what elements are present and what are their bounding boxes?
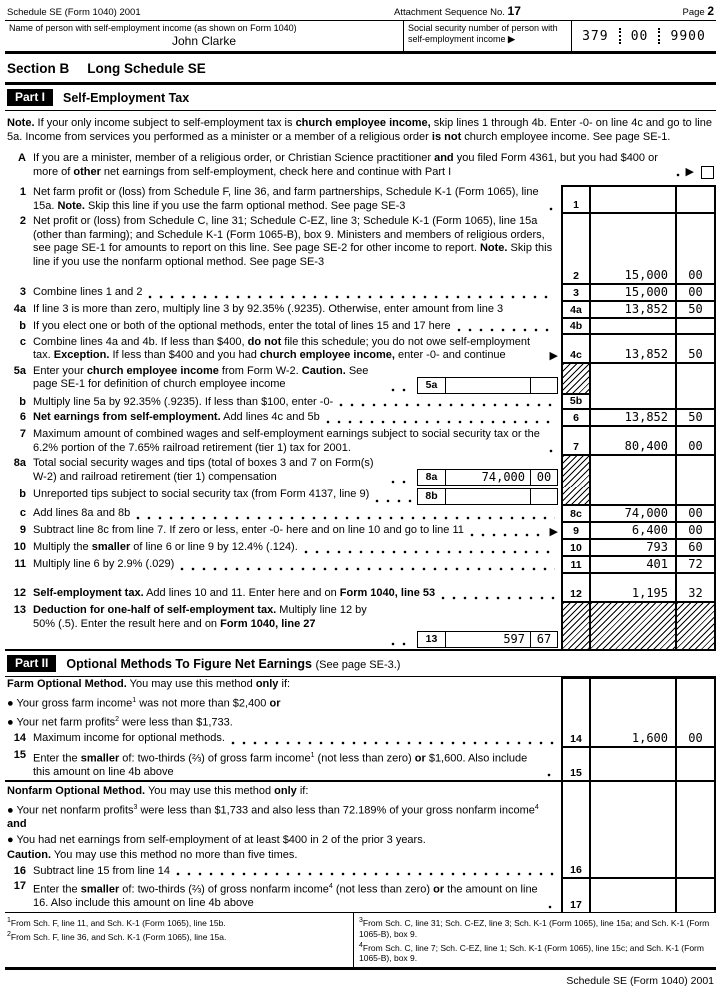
entry-amount-line-11[interactable]: 401 [589,557,675,574]
empty-cell [589,364,675,395]
form-line-6 [5,410,716,427]
empty-cell [675,693,716,712]
hatched-cell [589,603,675,649]
nonfarm-bullet-2 [5,833,716,849]
line-text: Unreported tips subject to social security tax (from Form 4137, line 9) [33,488,370,500]
entry-amount-line-6[interactable]: 13,852 [589,410,675,427]
form-line-4c [5,335,716,364]
inner-box-number: 13 [418,632,446,647]
form-line-8a [5,456,716,487]
section-b-heading [5,54,716,85]
dot-leader [231,734,555,746]
grid-line-number: 15 [561,748,589,781]
empty-cell [675,487,716,506]
inner-box-number: 8a [418,470,446,485]
form-line-5a [5,364,716,395]
entry-cents-line-6[interactable]: 50 [675,410,716,427]
empty-cell [589,677,675,693]
footnote-3: $^3$From Sch. C, line 31; Sch. C-EZ, line 3; Sch. K-1 (Form 1065), line 15a; and Sch. K-1 (Form 1065-B), box 9. [359,916,710,939]
hatched-cell [561,364,589,395]
line-text: Enter the smaller of: two-thirds (⅔) of gross farm income$^1$ (not less than zero) or $1,600. Also include this amount on line 4b above [33,751,528,778]
empty-cell [561,712,589,731]
form-line-10 [5,540,716,557]
line-text: Combine lines 1 and 2 [33,286,143,298]
form-line-17 [5,879,716,912]
nonfarm-bullet-1 [5,800,716,833]
entry-amount-line-17[interactable] [589,879,675,912]
line-A-checkbox[interactable] [701,166,714,179]
empty-cell [589,782,675,800]
line-number: 3 [19,286,26,298]
line-number: 14 [13,731,26,744]
line-text: Subtract line 8c from line 7. If zero or less, enter -0- here and on line 10 and go to line 11 [33,524,464,536]
line-number: 12 [13,587,26,599]
dot-leader [304,543,555,555]
grid-line-number: 9 [561,523,589,540]
line-number: 9 [19,524,26,536]
bullet-text: ● You had net earnings from self-employment of at least $400 in 2 of the prior 3 years. [7,833,426,846]
line-number: 17 [13,880,26,893]
entry-cents-line-12[interactable]: 32 [675,586,716,603]
entry-cents-line-10[interactable]: 60 [675,540,716,557]
pointer-arrow-icon: ▶ [549,349,558,362]
empty-cell [589,833,675,849]
grid-line-number: 4c [561,335,589,364]
line-text: Net farm profit or (loss) from Schedule F, line 36, and farm partnerships, Schedule K-1 (Form 1065), line 15a. Note. Skip this line if you use the farm optional method. See page SE-3 [33,186,539,212]
empty-cell [589,712,675,731]
inner-box-8a [417,469,558,486]
line-number: 15 [13,748,26,761]
form-line-14 [5,731,716,748]
line-text: Self-employment tax. Add lines 10 and 11. Enter here and on Form 1040, line 53 [33,587,436,599]
entry-amount-line-4c[interactable]: 13,852 [589,335,675,364]
form-line-16 [5,864,716,880]
line-text: Enter your church employee income from Form W-2. Caution. See page SE-1 for definition of church employee income [33,364,369,390]
caution-text: Caution. You may use this method no more than five times. [7,849,298,862]
attachment-label: Attachment Sequence No. [394,7,508,18]
form-line-2 [5,214,716,285]
line-text: Enter the smaller of: two-thirds (⅔) of gross nonfarm income$^4$ (not less than zero) or the amount on line 16. Also include this amount on line 4b above [33,883,538,910]
name-field[interactable]: John Clarke [171,34,237,48]
taxpayer-row [5,20,716,54]
grid-line-number: 6 [561,410,589,427]
grid-line-number: 3 [561,285,589,302]
heading-text: Farm Optional Method. You may use this method only if: [7,678,291,690]
line-text: Combine lines 4a and 4b. If less than $400, do not file this schedule; you do not owe self-employment tax. Exception. If less than $400 and you had church employee income, enter -0- and continue [33,335,531,361]
entry-amount-line-15[interactable] [589,748,675,781]
dot-leader [375,492,412,504]
line-text: Total social security wages and tips (total of boxes 3 and 7 on Form(s) W-2) and railroad retirement (tier 1) compensation [33,457,374,483]
ssn-group[interactable]: 00 [630,28,649,44]
entry-amount-line-13[interactable]: 597 [503,632,525,646]
dot-leader [136,509,555,521]
form-line-4b [5,319,716,335]
ssn-field[interactable] [571,21,716,51]
page-label: Page [682,7,708,18]
page-no-value: 2 [707,4,714,18]
farm-method-heading [5,677,716,693]
entry-cents-line-4b[interactable] [675,319,716,335]
empty-cell [675,677,716,693]
part1-note: Note. If your only income subject to self-employment tax is church employee income, skip lines 1 through 4b. Enter -0- on line 4c and go to line 5a. Income from services you performed as a minister or a member of a religious order is not church employee income. See page SE-1. [7,117,712,143]
form-line-3 [5,285,716,302]
entry-amount-line-8b[interactable] [446,489,530,504]
form-line-13 [5,603,716,649]
ssn-separator [619,28,621,44]
nonfarm-caution [5,848,716,864]
dot-leader [326,413,555,425]
inner-box-13 [417,631,558,648]
name-cell [5,21,403,51]
line-number: 16 [13,864,26,877]
empty-cell [561,833,589,849]
form-line-1 [5,185,716,214]
entry-amount-line-4b[interactable] [589,319,675,335]
footnotes-right [353,913,716,968]
attachment-number: 17 [507,4,521,18]
grid-line-number: 10 [561,540,589,557]
entry-cents-line-5a[interactable] [530,378,557,393]
entry-amount-line-10[interactable]: 793 [589,540,675,557]
footnote-4: $^4$From Sch. C, line 7; Sch. C-EZ, line 1; Sch. K-1 (Form 1065), line 15c; and Sch. K-1 (Form 1065-B), box 9. [359,941,704,964]
empty-cell [675,848,716,864]
part1-table [5,185,716,651]
grid-line-number: 1 [561,185,589,214]
inner-box-number: 5a [418,378,446,393]
part2-title-text: Optional Methods To Figure Net Earnings [66,656,312,671]
line-number: b [19,395,26,408]
line-text: Add lines 8a and 8b [33,507,131,519]
line-text: Multiply the smaller of line 6 or line 9 by 12.4% (.124). [33,541,298,553]
line-A-text: If you are a minister, member of a religious order, or Christian Science practitioner and you filed Form 4361, but you had $400 or more of other net earnings from self-employment, check here and continue with Part I [33,152,658,178]
empty-cell [675,712,716,731]
form-line-8b [5,487,716,506]
dot-leader [470,526,547,538]
line-number: 7 [19,428,26,440]
inner-box-5a [417,377,558,394]
hatched-cell [561,456,589,487]
hatched-cell [561,487,589,506]
line-text: If line 3 is more than zero, multiply line 3 by 92.35% (.9235). Otherwise, enter amount from line 3 [33,303,504,315]
entry-amount-line-8a[interactable]: 74,000 [481,470,525,484]
ssn-serial[interactable]: 9900 [670,28,706,44]
empty-cell [561,574,589,586]
empty-cell [589,848,675,864]
entry-cents-line-17[interactable] [675,879,716,912]
entry-amount-line-9[interactable]: 6,400 [589,523,675,540]
line-text: Deduction for one-half of self-employment tax. Multiply line 12 by 50% (.5). Enter the result here and on Form 1040, line 27 [33,604,367,630]
pointer-arrow-icon: ▶ [685,166,694,178]
grid-line-number: 2 [561,214,589,285]
form-line-15 [5,748,716,783]
grid-line-number: 16 [561,864,589,880]
part1-heading [5,85,716,111]
page-number [644,4,714,18]
part2-title [66,657,400,671]
entry-amount-line-2[interactable]: 15,000 [589,214,675,285]
line-number: 11 [14,558,26,570]
form-line-4a [5,302,716,319]
empty-cell [561,848,589,864]
dot-leader [457,321,555,333]
line-number: 6 [19,411,26,423]
dot-leader [148,288,555,300]
entry-amount-line-5b[interactable] [589,395,675,411]
form-line-11 [5,557,716,574]
ssn-area[interactable]: 379 [582,28,609,44]
form-line-8c [5,506,716,523]
form-line-9 [5,523,716,540]
line-number: 8a [13,457,26,469]
entry-amount-line-16[interactable] [589,864,675,880]
line-number: 10 [13,541,26,553]
dot-leader [441,589,555,601]
part2-badge: Part II [7,655,56,672]
farm-bullet-1 [5,693,716,712]
entry-amount-line-5a[interactable] [446,378,530,393]
line-text: Maximum amount of combined wages and self-employment earnings subject to social security tax or the 6.2% portion of the 7.65% railroad retirement (tier 1) tax for 2001. [33,428,540,454]
dot-leader [549,442,555,454]
entry-amount-line-7[interactable]: 80,400 [589,427,675,456]
part2-table [5,677,716,913]
entry-amount-line-14[interactable]: 1,600 [589,731,675,748]
line-text: Multiply line 6 by 2.9% (.029) [33,558,175,570]
heading-text: Nonfarm Optional Method. You may use this method only if: [7,785,309,798]
entry-cents-line-3[interactable]: 00 [675,285,716,302]
entry-amount-line-4a[interactable]: 13,852 [589,302,675,319]
dot-leader [339,396,555,408]
dot-leader [391,473,412,485]
dot-leader [548,898,555,910]
empty-cell [589,487,675,506]
empty-cell [561,693,589,712]
part1-title: Self-Employment Tax [63,90,190,105]
line-number: 2 [19,215,26,227]
entry-amount-line-12[interactable]: 1,195 [589,586,675,603]
section-b-label: Section B [7,61,70,76]
nonfarm-method-heading [5,782,716,800]
empty-cell [675,574,716,586]
entry-amount-line-1[interactable] [589,185,675,214]
line-A-number: A [18,152,26,164]
entry-cents-line-11[interactable]: 72 [675,557,716,574]
form-line-12 [5,586,716,603]
inner-box-number: 8b [418,489,446,504]
entry-cents-line-9[interactable]: 00 [675,523,716,540]
footnotes [5,913,716,971]
name-label: Name of person with self-employment income (as shown on Form 1040) [9,23,297,33]
line-number: 13 [13,604,26,616]
entry-cents-line-4c[interactable]: 50 [675,335,716,364]
entry-cents-line-16[interactable] [675,864,716,880]
line-number: 4a [13,303,26,315]
line-text: Multiply line 5a by 92.35% (.9235). If less than $100, enter -0- [33,395,334,408]
grid-line-number: 12 [561,586,589,603]
grid-line-number: 11 [561,557,589,574]
entry-amount-line-8c[interactable]: 74,000 [589,506,675,523]
entry-cents-line-8a[interactable]: 00 [530,470,557,485]
line-number: b [19,488,26,500]
entry-amount-line-3[interactable]: 15,000 [589,285,675,302]
spacer-row [5,574,716,586]
dot-leader [676,166,682,178]
entry-cents-line-1[interactable] [675,185,716,214]
dot-leader [391,635,412,647]
attachment-sequence [394,4,644,18]
entry-cents-line-4a[interactable]: 50 [675,302,716,319]
entry-cents-line-2[interactable]: 00 [675,214,716,285]
line-text: Subtract line 15 from line 14 [33,864,170,877]
page-header [5,0,716,20]
grid-line-number: 14 [561,731,589,748]
empty-cell [675,456,716,487]
entry-cents-line-8c[interactable]: 00 [675,506,716,523]
bullet-text: ● Your net farm profits$^2$ were less than $1,733. [7,715,233,729]
hatched-cell [561,603,589,649]
empty-cell [589,800,675,833]
section-b-title: Long Schedule SE [87,61,206,76]
dot-leader [547,766,555,778]
line-number: c [19,507,26,519]
part2-title-suffix: (See page SE-3.) [315,658,401,671]
footnotes-left [5,913,353,968]
ssn-separator [658,28,660,44]
grid-line-number: 7 [561,427,589,456]
footnote-2: $^2$From Sch. F, line 36, and Sch. K-1 (Form 1065), line 15a. [7,930,227,942]
empty-cell [561,677,589,693]
entry-cents-line-7[interactable]: 00 [675,427,716,456]
bullet-text: ● Your net nonfarm profits$^3$ were less than $1,733 and also less than 72.189% of your gross nonfarm income$^4$ and [7,803,539,831]
ssn-label: Social security number of person with self-employment income ▶ [403,21,571,51]
line-number: 1 [19,186,26,198]
empty-cell [589,456,675,487]
empty-cell [675,800,716,833]
dot-leader [180,560,555,572]
grid-line-number: 17 [561,879,589,912]
inner-box-8b [417,488,558,505]
grid-line-number: 5b [561,395,589,411]
line-text: Net earnings from self-employment. Add lines 4c and 5b [33,411,320,423]
entry-cents-line-14[interactable]: 00 [675,731,716,748]
empty-cell [675,364,716,395]
farm-bullet-2 [5,712,716,731]
empty-cell [589,693,675,712]
entry-cents-line-13[interactable]: 67 [530,632,557,647]
page-footer: Schedule SE (Form 1040) 2001 [566,975,714,988]
line-A [5,147,716,185]
hatched-cell [675,603,716,649]
line-text: Net profit or (loss) from Schedule C, line 31; Schedule C-EZ, line 3; Schedule K-1 (Form 1065), line 15a (other than farming); and Schedule K-1 (Form 1065-B), box 9. Ministers and members of religious orders, see page SE-1 for amounts to report on this line. See page SE-2 for other income to report. Note. Skip this line if you use the nonfarm optional method. See page SE-3 [33,215,553,268]
empty-cell [561,782,589,800]
bullet-text: ● Your gross farm income$^1$ was not more than $2,400 or [7,696,281,710]
empty-cell [589,574,675,586]
empty-cell [675,833,716,849]
line-number: c [19,335,26,348]
grid-line-number: 4a [561,302,589,319]
dot-leader [549,200,555,212]
footnote-1: $^1$From Sch. F, line 11, and Sch. K-1 (Form 1065), line 15b. [7,916,226,928]
part1-badge: Part I [7,89,53,106]
grid-line-number: 8c [561,506,589,523]
line-text: Maximum income for optional methods. [33,731,225,744]
grid-line-number: 4b [561,319,589,335]
dot-leader [391,381,412,393]
line-number: b [19,320,26,332]
pointer-arrow-icon: ▶ [549,526,558,538]
form-title: Schedule SE (Form 1040) 2001 [7,7,141,18]
form-line-7 [5,427,716,456]
dot-leader [176,865,555,877]
form-line-5b [5,395,716,411]
line-text: If you elect one or both of the optional methods, enter the total of lines 15 and 17 here [33,320,451,332]
entry-cents-line-5b[interactable] [675,395,716,411]
empty-cell [675,782,716,800]
line-number: 5a [13,364,26,377]
empty-cell [561,800,589,833]
entry-cents-line-15[interactable] [675,748,716,781]
entry-cents-line-8b[interactable] [530,489,557,504]
part2-heading [5,651,716,677]
